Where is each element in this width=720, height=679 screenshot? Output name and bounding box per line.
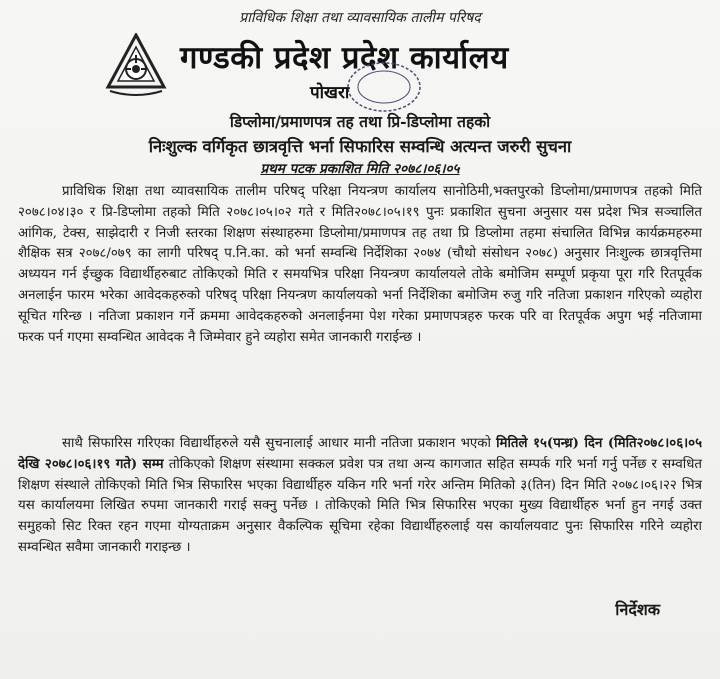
notice-paragraph-1: प्राविधिक शिक्षा तथा व्यावसायिक तालीम परिषद् परिक्षा नियन्त्रण कार्यालय सानोठिमी,भक्तपुरको डिप्लोमा/प्रमाणपत्र तहको मिति २०७८।०४।३० र प्रि-डिप्लोमा तहको मिति २०७८।०५।०२ गते र मिति२०७८।०५।१९ पुनः प्रकाशित सुचना अनुसार यस प्रदेश भित्र सञ्चालित आंगिक, टेक्स, साझेदारी र निजी स्तरका शिक्षण संस्थाहरुमा डिप्लोमा/प्रमाणपत्र तह तथा प्रि डिप्लोमा तहमा संचालित विभिन्न कार्यक्रमहरुमा शैक्षिक सत्र २०७८/०७९ का लागी परिषद् प.नि.का. को भर्ना सम्वन्धि निर्देशिका २०७४ (चौथो संसोधन २०७८) अनुसार निःशुल्क छात्रवृत्तिमा अध्ययन गर्न ईच्छुक विद्यार्थीहरुबाट तोकिएको मिति र समयभित्र परिक्षा नियन्त्रण कार्यालयले तोके बमोजिम सम्पूर्ण प्रकृया पूरा गरि रितपूर्वक अनलाईन फारम भरेका आवेदकहरुको परिषद् परिक्षा नियन्त्रण कार्यालयको भर्ना निर्देशिका बमोजिम रुजु गरि नतिजा प्रकाशन गरिएको व्यहोरा सूचित गरिन्छ । नतिजा प्रकाशन गर्ने क्रममा आवेदकहरुको अनलाईनमा पेश गरेका प्रमाणपत्रहरु फरक परि वा रितपूर्वक अपुग भई नतिजामा फरक पर्न गएमा सम्वन्धित आवेदक नै जिम्मेवार हुने व्यहोरा समेत जानकारी गराईन्छ । <box>18 184 702 345</box>
admission-deadline-text: मितिले १५(पन्ध्र) दिन (मिति२०७८।०६।०५ देखि २०७८।०६।१९ गते) सम्म <box>18 436 702 472</box>
notice-paragraph-2 <box>18 434 702 559</box>
publication-date: प्रथम पटक प्रकाशित मिति २०७८।०६।०५ <box>260 161 460 177</box>
paragraph-2-body: तोकिएको शिक्षण संस्थामा सक्कल प्रवेश पत्र तथा अन्य कागजात सहित सम्पर्क गरि भर्ना गर्नु पर्नेछ र सम्वधित शिक्षण संस्थाले तोकिएको मिति भित्र सिफारिस भएका विद्यार्थीहरु यकिन गरि भर्ना गरेर अन्तिम मितिको ३(तिन) दिन मिति २०७८।०६।२२ भित्र यस कार्यालयमा लिखित रुपमा जानकारी गराई सक्नु पर्नेछ । तोकिएको मिति भित्र सिफारिस भएका मुख्य विद्यार्थीहरु भर्ना हुन नगई उक्त समुहको सिट रिक्त रहन गएमा योग्यताक्रम अनुसार वैकल्पिक सूचिमा रहेका विद्यार्थीहरुलाई यस कार्यालयवाट पुनः सिफारिस गरिने व्यहोरा सम्वन्धित सवैमा जानकारी गराइन्छ । <box>18 456 702 555</box>
notice-heading-line-2: निःशुल्क वर्गिकृत छात्रवृत्ति भर्ना सिफारिस सम्वन्धि अत्यन्त जरुरी सुचना <box>148 137 572 156</box>
office-title: गण्डकी प्रदेश प्रदेश कार्यालय <box>180 40 509 76</box>
office-stamp-icon <box>344 60 424 114</box>
signatory-title: निर्देशक <box>615 600 660 619</box>
paragraph-2-intro: साथै सिफारिस गरिएका विद्यार्थीहरुले यसै सुचनालाई आधार मानी नतिजा प्रकाशन भएको <box>62 436 497 451</box>
notice-heading-line-1: डिप्लोमा/प्रमाणपत्र तह तथा प्रि-डिप्लोमा तहको <box>229 112 491 131</box>
government-emblem-icon <box>104 33 168 101</box>
office-city: पोखरा <box>310 83 350 103</box>
parent-organization-name: प्राविधिक शिक्षा तथा व्यावसायिक तालीम परिषद <box>239 10 481 26</box>
